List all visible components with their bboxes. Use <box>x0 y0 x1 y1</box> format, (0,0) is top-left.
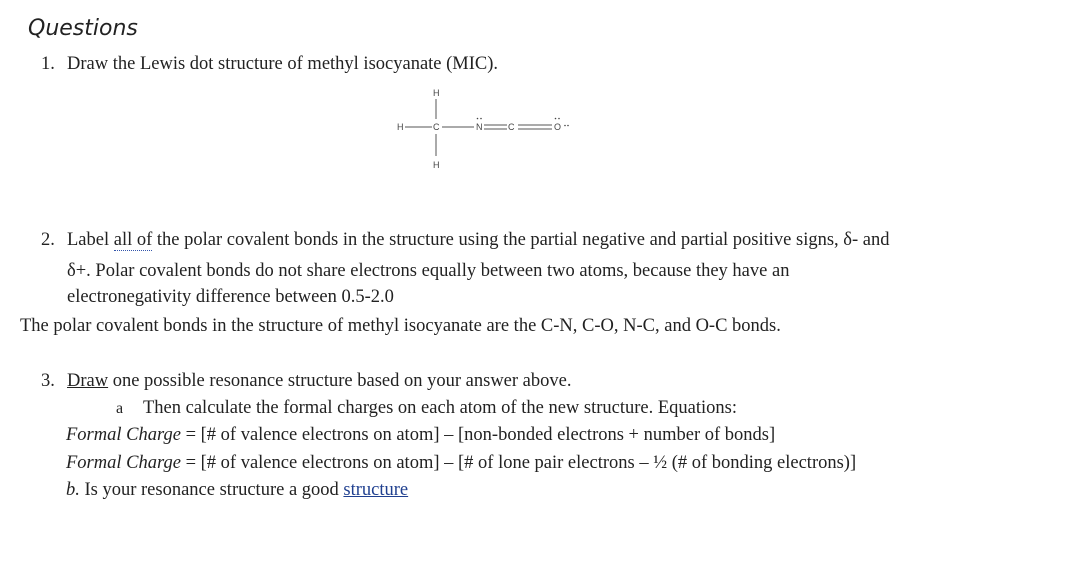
atom-nitrogen: N <box>476 122 483 132</box>
formal-charge-equation-1 <box>66 426 775 445</box>
question-2-number: 2. <box>41 230 55 250</box>
equation-1-label: Formal Charge <box>66 425 181 445</box>
question-2-text-b: the polar covalent bonds in the structure using the partial negative and partial positive signs, δ- and <box>152 230 890 250</box>
question-2-line-2: δ+. Polar covalent bonds do not share electrons equally between two atoms, because they have an <box>67 261 790 281</box>
structure-link[interactable]: structure <box>343 480 409 500</box>
emphasis-all-of: all of <box>113 230 153 250</box>
atom-carbon-1: C <box>433 122 440 132</box>
oxygen-lone-pair-right <box>564 125 569 127</box>
equation-2-label: Formal Charge <box>66 453 181 473</box>
atom-carbon-2: C <box>508 122 515 132</box>
question-1-text: Draw the Lewis dot structure of methyl isocyanate (MIC). <box>67 54 499 74</box>
oxygen-lone-pair-top <box>555 118 560 120</box>
question-3b <box>66 481 408 500</box>
question-3a-label: a <box>116 400 124 417</box>
question-3a-text: Then calculate the formal charges on each atom of the new structure. Equations: <box>143 398 737 418</box>
question-3a <box>116 399 737 418</box>
question-3-number: 3. <box>41 371 55 391</box>
mic-lewis-structure <box>390 82 610 174</box>
bond-n-c-double <box>484 125 507 129</box>
question-2-line-3: electronegativity difference between 0.5-2.0 <box>67 287 394 307</box>
question-3-text: one possible resonance structure based on your answer above. <box>108 371 572 391</box>
equation-2-text: = [# of valence electrons on atom] – [# of lone pair electrons – ½ (# of bonding electrons)] <box>180 453 857 473</box>
question-1 <box>41 55 498 74</box>
question-3-line-1 <box>41 372 571 391</box>
equation-1-text: = [# of valence electrons on atom] – [non-bonded electrons + number of bonds] <box>180 425 776 445</box>
question-2-line-1 <box>41 231 890 250</box>
atom-h-top: H <box>433 88 440 98</box>
nitrogen-lone-pair <box>477 118 482 120</box>
atom-h-left: H <box>397 122 404 132</box>
emphasis-draw: Draw <box>67 371 109 391</box>
answer-2: The polar covalent bonds in the structure of methyl isocyanate are the C-N, C-O, N-C, and O-C bonds. <box>20 316 781 336</box>
atom-oxygen: O <box>554 122 562 132</box>
question-2-text-a: Label <box>67 230 114 250</box>
question-3b-text: Is your resonance structure a good <box>79 480 344 500</box>
atom-h-bottom: H <box>433 160 440 170</box>
question-3b-label: b. <box>66 480 80 500</box>
bond-c-o-double <box>518 125 552 129</box>
formal-charge-equation-2 <box>66 454 856 473</box>
question-1-number: 1. <box>41 54 55 74</box>
page-heading: Questions <box>28 16 138 41</box>
